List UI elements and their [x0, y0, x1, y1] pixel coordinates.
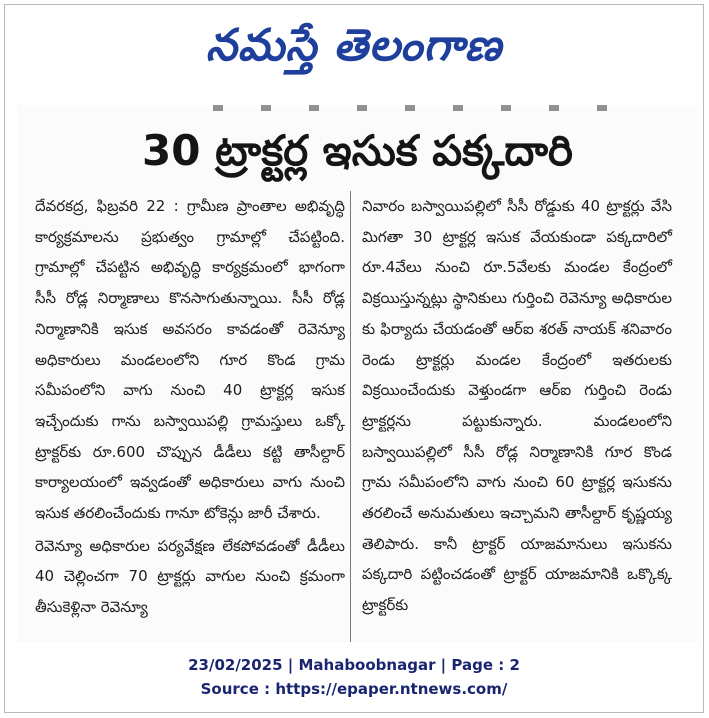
clipping-frame: [4, 4, 704, 713]
clipping-footer: [5, 653, 703, 701]
article-headline: 30 ట్రాక్టర్ల ఇసుక పక్కదారి: [142, 126, 573, 175]
paragraph: దేవరకద్ర, ఫిబ్రవరి 22 : గ్రామీణ ప్రాంతాల అభివృద్ధి కార్యక్రమాలను ప్రభుత్వం గ్రామాల్లో చేపట్టింది. గ్రామాల్లో చేపట్టిన అభివృద్ధి కార్యక్రమంలో భాగంగా సీసీ రోడ్ల నిర్మాణాలు కొనసాగుతున్నాయి. సీసీ రోడ్ల నిర్మాణానికి ఇసుక అవసరం కావడంతో రెవెన్యూ అధికారులు మండలంలోని గూర కొండ గ్రామ సమీపంలోని వాగు నుంచి 40 ట్రాక్టర్ల ఇసుక ఇచ్చేందుకు గాను బస్వాయిపల్లి గ్రామస్తులు ఒక్కో ట్రాక్టర్‌కు రూ.600 చొప్పున డీడీలు కట్టి తాసీల్దార్ కార్యాలయంలో ఇవ్వడంతో అధికారులు వాగు నుంచి ఇసుక తరలించేందుకు గానూ టోకెన్లు జారీ చేశారు.: [35, 197, 345, 523]
source-link[interactable]: Source : https://epaper.ntnews.com/: [200, 680, 508, 698]
edition-meta: 23/02/2025 | Mahaboobnagar | Page : 2: [188, 656, 520, 674]
paragraph: నివారం బస్వాయిపల్లిలో సీసీ రోడ్డుకు 40 ట్రాక్టర్లు వేసి మిగతా 30 ట్రాక్టర్ల ఇసుక వేయకుండా పక్కదారిలో రూ.4వేలు నుంచి రూ.5వేలకు మండల కేంద్రంలో విక్రయిస్తున్నట్లు స్థానికులు గుర్తించి రెవెన్యూ అధికారుల కు ఫిర్యాదు చేయడంతో ఆర్ఐ శరత్ నాయక్ శనివారం రెండు ట్రాక్టర్లు మండల కేంద్రంలో ఇతరులకు విక్రయించేందుకు వెళ్తుండగా ఆర్ఐ గుర్తించి రెండు ట్రాక్టర్లను పట్టుకున్నారు. మండలంలోని బస్వాయిపల్లిలో సీసీ రోడ్ల నిర్మాణానికి గూర కొండ గ్రామ సమీపంలోని వాగు నుంచి 60 ట్రాక్టర్ల ఇసుకను తరలించే అనుమతులు ఇచ్చామని తాసీల్దార్ కృష్ణయ్య తెలిపారు. కానీ ట్రాక్టర్ యాజమానులు ఇసుకను పక్కదారి పట్టించడంతో ట్రాక్టర్ యాజమానికి ఒక్కొక్క ట్రాక్టర్‌కు: [362, 197, 672, 615]
article-column-right: [362, 191, 672, 621]
article-column-left: [35, 191, 345, 623]
cropped-text-remnant: [213, 105, 613, 111]
article-clipping: [17, 105, 698, 642]
newspaper-masthead: నమస్తే తెలంగాణ: [205, 20, 503, 71]
column-divider: [350, 191, 351, 642]
paragraph: రెవెన్యూ అధికారుల పర్యవేక్షణ లేకపోవడంతో డీడీలు 40 చెల్లించగా 70 ట్రాక్టర్లు వాగుల నుంచి క్రమంగా తీసుకెళ్లినా రెవెన్యూ: [35, 536, 345, 617]
